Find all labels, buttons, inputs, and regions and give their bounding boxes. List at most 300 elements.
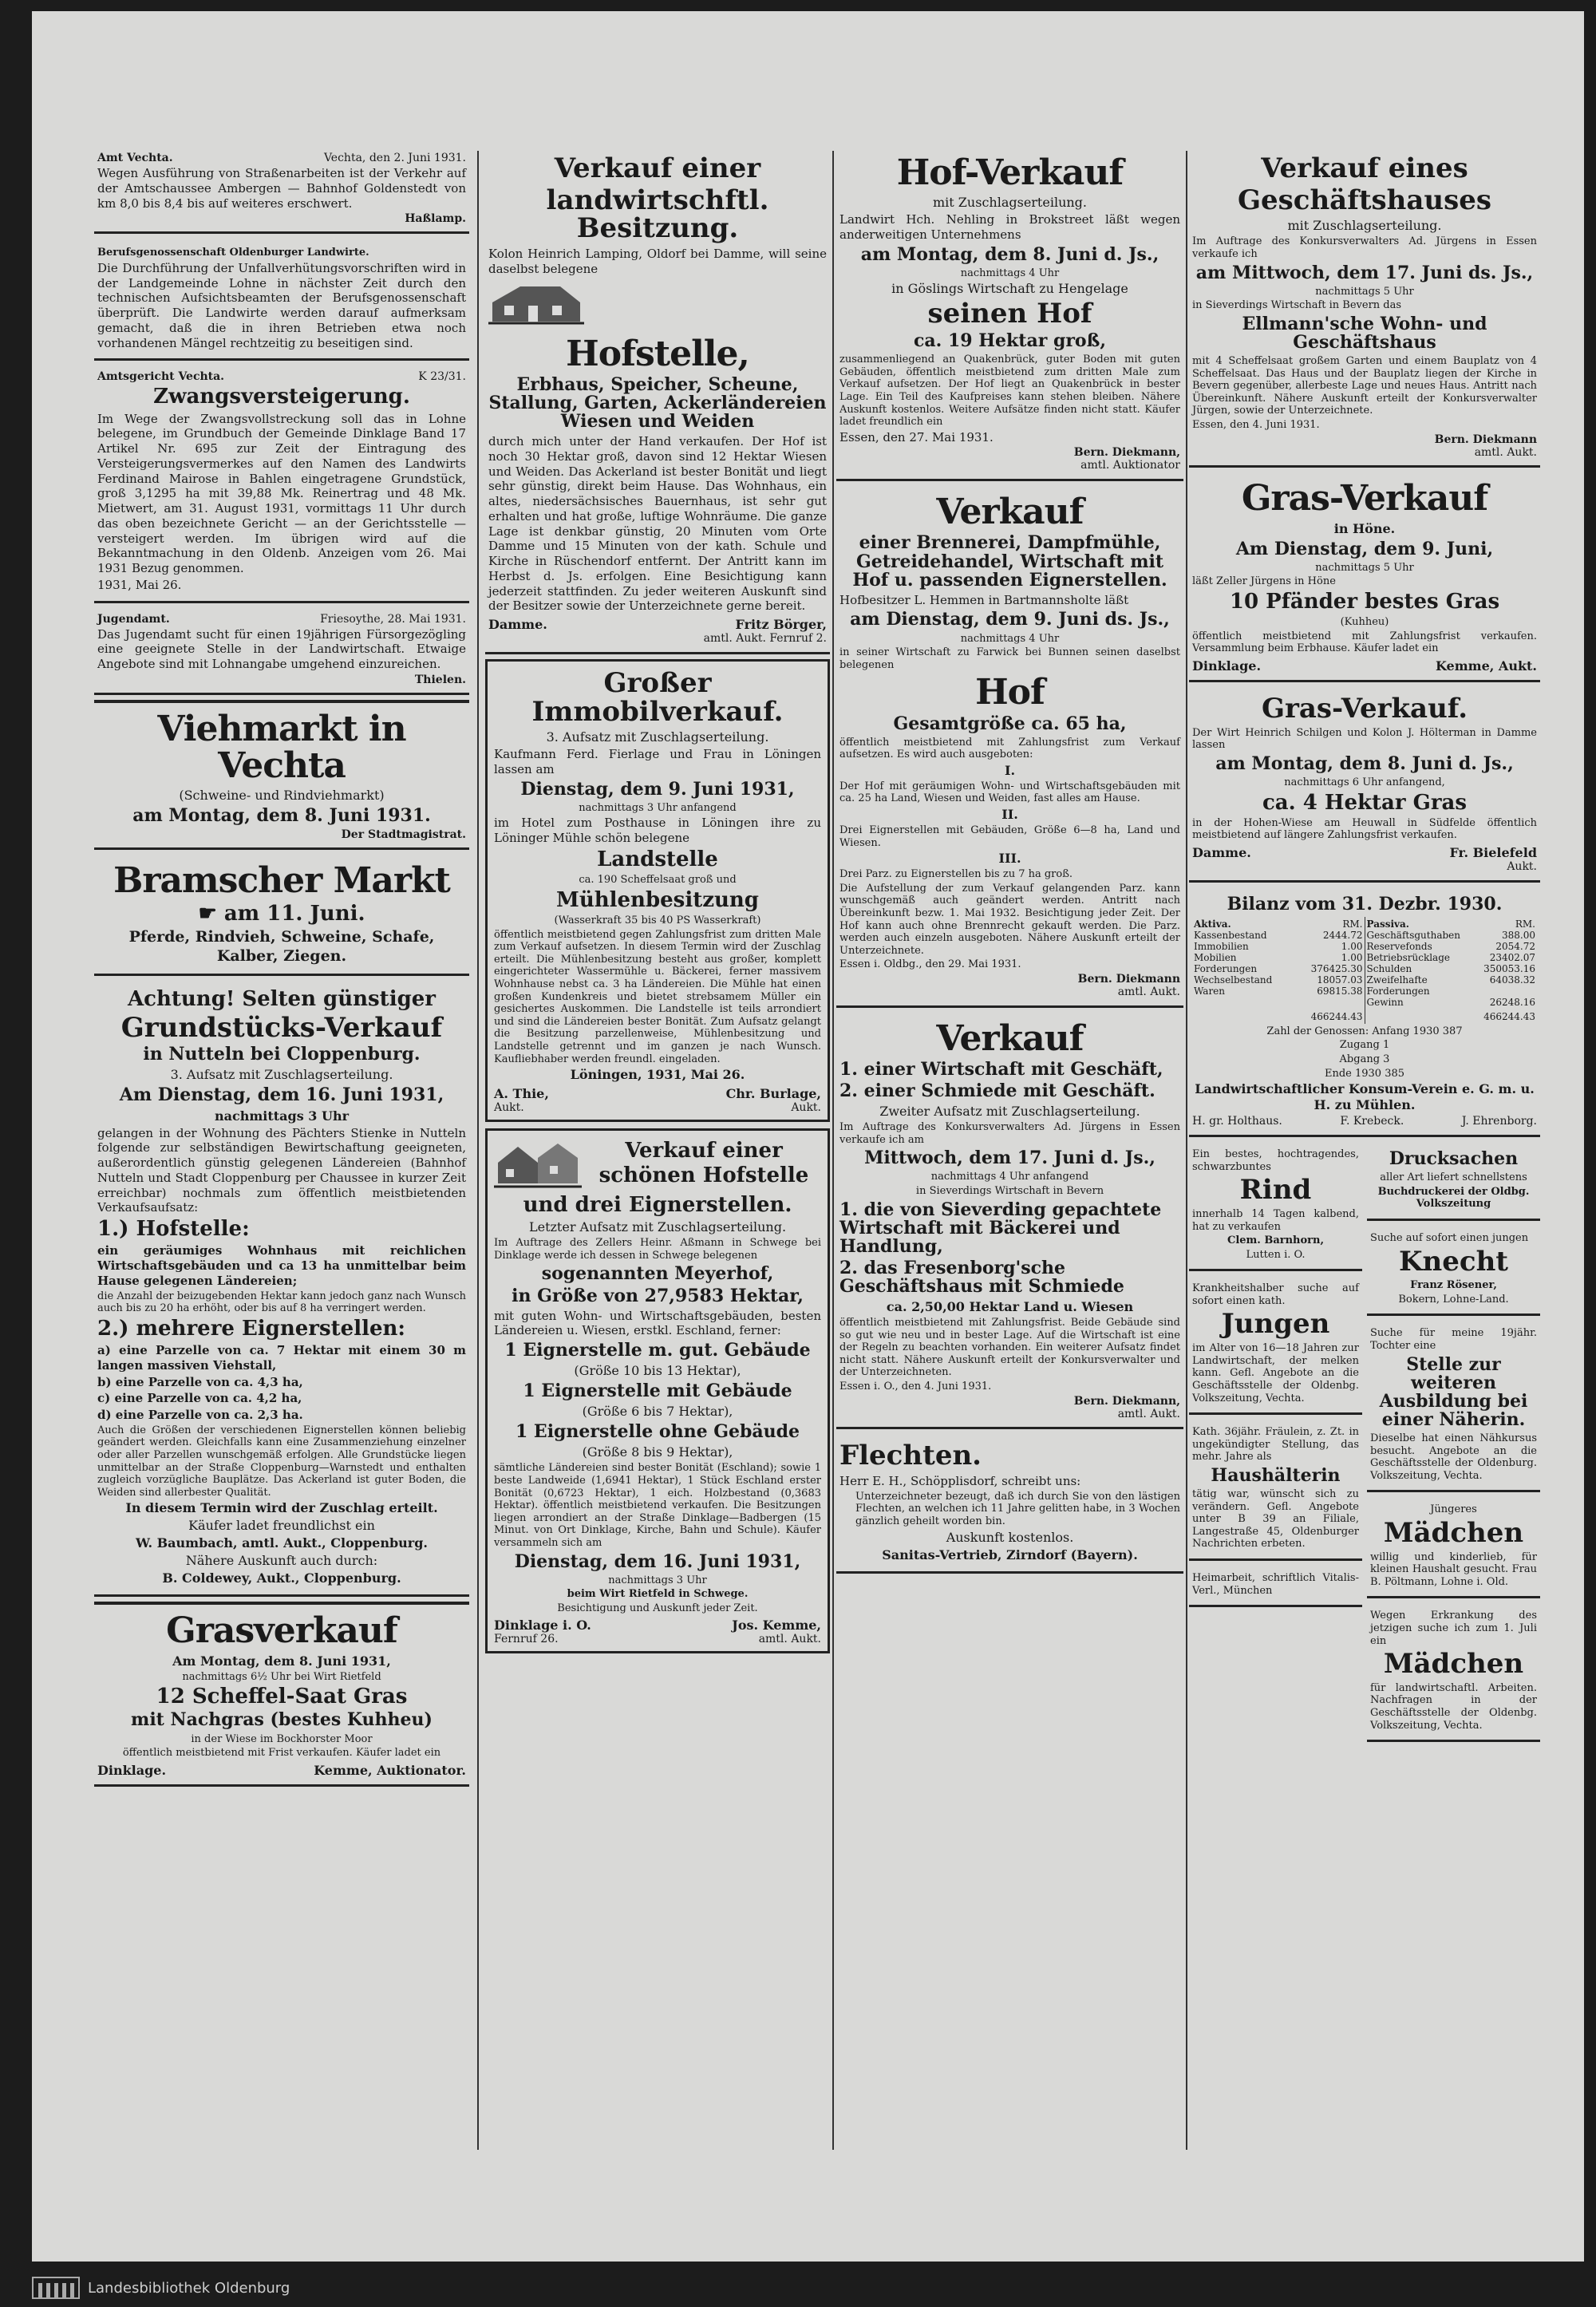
ad-date: Essen, den 4. Juni 1931. bbox=[1192, 419, 1320, 431]
ad-time: nachmittags 3 Uhr bbox=[608, 1574, 707, 1586]
bilanz-label: Waren bbox=[1194, 985, 1226, 997]
ad-item-text: b) eine Parzelle von ca. 4,3 ha, bbox=[97, 1374, 303, 1389]
ad-signature: W. Baumbach, amtl. Aukt., Cloppenburg. bbox=[136, 1535, 428, 1551]
notice-date: Vechta, den 2. Juni 1931. bbox=[323, 152, 466, 164]
ad-text: aller Art liefert schnellstens bbox=[1380, 1171, 1527, 1184]
ad-place: Damme. bbox=[488, 617, 547, 633]
ad-title: Geschäftshauses bbox=[1237, 184, 1492, 216]
ad-date: am 11. Juni. bbox=[223, 901, 365, 926]
bilanz-heading: Passiva. bbox=[1366, 918, 1409, 930]
bilanz-members: Abgang 3 bbox=[1339, 1053, 1390, 1066]
ad-headline: mit Nachgras (bestes Kuhheu) bbox=[131, 1709, 433, 1731]
ad-headline: Hof bbox=[975, 672, 1045, 713]
newspaper-page bbox=[32, 11, 1584, 2262]
ad-headline: Gesamtgröße ca. 65 ha, bbox=[893, 713, 1127, 734]
ad-text: Im Auftrage des Konkursverwalters Ad. Jürgens in Essen verkaufe ich bbox=[1192, 235, 1537, 260]
ad-date: am Montag, dem 8. Juni d. Js., bbox=[1215, 753, 1514, 774]
bilanz-members: Zugang 1 bbox=[1339, 1039, 1390, 1052]
ad-subtitle: mit Zuschlagserteilung. bbox=[1287, 218, 1442, 234]
ad-headline: seinen Hof bbox=[927, 298, 1092, 330]
ad-signature: Jos. Kemme, bbox=[732, 1618, 821, 1633]
ad-date: Am Dienstag, dem 9. Juni, bbox=[1235, 538, 1494, 559]
ad-signature-note: Aukt. bbox=[791, 1101, 821, 1115]
bilanz-label: Immobilien bbox=[1194, 940, 1249, 952]
ad-text: Auskunft kostenlos. bbox=[946, 1529, 1074, 1545]
bilanz-value: 1.00 bbox=[1341, 940, 1363, 952]
ad-place: Dinklage i. O. bbox=[494, 1618, 591, 1633]
ad-signature: Buchdruckerei der Oldbg. Volkszeitung bbox=[1377, 1185, 1530, 1211]
notice-text: Im Wege der Zwangsvollstreckung soll das in Lohne belegene, im Grundbuch der Gemeinde Dinklage Band 17 Artikel Nr. 695 zur Zeit der Eintragung des Versteigerungsvermerkes auf den Namen des Landwirts Ferdinand Mairose in Bahlen eingetragene Grundstück, groß 3,1295 ha mit 39,88 Mk. Reinertrag und 48 Mk. Mietwert, am 31. August 1931, vormittags 11 Uhr durch das oben bezeichnete Gericht — an der Gerichtsstelle — versteigert werden. Im übrigen wird auf die Bekanntmachung in den Oldenb. Anzeigen vom 26. Mai 1931 Bezug genommen. bbox=[97, 411, 466, 576]
ad-item-text: Der Hof mit geräumigen Wohn- und Wirtschaftsgebäuden mit ca. 25 ha Land, Wiesen und Weiden, fast alles am Hause. bbox=[839, 780, 1180, 805]
ad-item-text: a) eine Parzelle von ca. 7 Hektar mit einem 30 m langen massiven Viehstall, bbox=[97, 1343, 466, 1373]
ad-signature-note: Aukt. bbox=[1507, 859, 1537, 873]
bilanz-row bbox=[1194, 974, 1363, 986]
ad-text: Die Aufstellung der zum Verkauf gelangenden Parz. kann wunschgemäß auch geändert werden. Antritt nach Übereinkunft bezw. 1. Mai 1932. Besichtigung jeder Zeit. Der Hof kann auch ohne Brennrecht gekauft werden. Die Parz. werden auch einzeln ausgeboten. Nähere Auskunft erteilt der Unterzeichnete. bbox=[839, 882, 1180, 957]
ad-text: Dieselbe hat einen Nähkursus besucht. Angebote an die Geschäftsstelle der Oldenburg. Volkszeitung, Vechta. bbox=[1370, 1432, 1537, 1482]
ad-gras-verkauf-hoene bbox=[1189, 472, 1540, 682]
bilanz-members: Zahl der Genossen: Anfang 1930 387 bbox=[1266, 1025, 1463, 1037]
ad-item-text: Drei Eignerstellen mit Gebäuden, Größe 6—8 ha, Land und Wiesen. bbox=[839, 824, 1180, 849]
bilanz-signature: J. Ehrenborg. bbox=[1461, 1115, 1537, 1128]
bilanz-row bbox=[1194, 963, 1363, 974]
bilanz-row bbox=[1367, 997, 1536, 1008]
ad-text: zusammenliegend an Quakenbrück, guter Boden mit guten Gebäuden, öffentlich meistbietend zum dritten Male zum Verkauf aufsetzen. Der Hof liegt an Quakenbrück in bester Lage. Ein Teil des Kaufpreises kann stehen bleiben. Nähere Auskunft kostenlos. Weitere Aufsätze finden nicht statt. Käufer ladet freundlich ein bbox=[839, 354, 1180, 429]
bilanz-title: Bilanz vom 31. Dezbr. 1930. bbox=[1227, 893, 1503, 915]
notice-date: 1931, Mai 26. bbox=[97, 577, 182, 592]
bilanz-value: 376425.30 bbox=[1310, 962, 1363, 974]
ad-headline: Haushälterin bbox=[1211, 1464, 1341, 1486]
ad-text: (Wasserkraft 35 bis 40 PS Wasserkraft) bbox=[554, 915, 761, 927]
ad-grundstuecks-verkauf bbox=[94, 981, 469, 1597]
ad-date: am Mittwoch, dem 17. Juni ds. Js., bbox=[1195, 262, 1534, 283]
ad-signature-note: amtl. Auktionator bbox=[1080, 459, 1180, 472]
ad-headline: Mädchen bbox=[1383, 1516, 1524, 1549]
ad-place: beim Wirt Rietfeld in Schwege. bbox=[567, 1588, 749, 1601]
notice-signature: Thielen. bbox=[414, 673, 466, 686]
ad-date: Essen i. O., den 4. Juni 1931. bbox=[839, 1381, 992, 1393]
ad-time: nachmittags 6½ Uhr bei Wirt Rietfeld bbox=[182, 1670, 381, 1683]
ad-title: Verkauf einer bbox=[625, 1138, 783, 1163]
ad-item-text: ein geräumiges Wohnhaus mit reichlichen Wirtschaftsgebäuden und ca 13 ha unmittelbar beim Hause gelegenen Ländereien; bbox=[97, 1243, 466, 1288]
ad-maedchen-1 bbox=[1367, 1497, 1540, 1598]
ad-headline: Knecht bbox=[1398, 1245, 1509, 1278]
ad-hof-verkauf bbox=[836, 147, 1183, 481]
bilanz-value: 23402.07 bbox=[1489, 951, 1535, 963]
ad-knecht bbox=[1367, 1226, 1540, 1316]
ad-item: 1. einer Wirtschaft mit Geschäft, bbox=[839, 1058, 1163, 1080]
ad-item: 2. das Fresenborg'sche Geschäftshaus mit Schmiede bbox=[839, 1257, 1124, 1297]
ad-place: in Sieverdings Wirtschaft in Bevern das bbox=[1192, 299, 1402, 312]
ad-title: Gras-Verkauf. bbox=[1261, 692, 1468, 725]
ad-signature-note: amtl. Aukt. bbox=[758, 1633, 821, 1646]
ad-item: 1. die von Sieverding gepachtete Wirtschaft mit Bäckerei und Handlung, bbox=[839, 1199, 1162, 1257]
ad-place: in der Wiese im Bockhorster Moor bbox=[191, 1732, 373, 1745]
ad-title: Achtung! Selten günstiger bbox=[127, 987, 436, 1012]
ad-item: 2. einer Schmiede mit Geschäft. bbox=[839, 1080, 1156, 1102]
notice-head: Berufsgenossenschaft Oldenburger Landwirte. bbox=[97, 247, 369, 259]
ad-text: gelangen in der Wohnung des Pächters Stienke in Nutteln folgende zur selbständigen Bewirtschaftung geeigneten, außerordentlich günstig gelegenen Ländereien (Bahnhof Nutteln und Stadt Cloppenburg per Chaussee in kurzer Zeit erreichbar) nochmals zum öffentlich meistbietenden Verkaufsaufsatz: bbox=[97, 1125, 466, 1215]
notice-zwangsversteigerung bbox=[94, 365, 469, 602]
ad-text: In diesem Termin wird der Zuschlag erteilt. bbox=[125, 1500, 438, 1516]
bilanz-organisation: Landwirtschaftlicher Konsum-Verein e. G. m. u. H. zu Mühlen. bbox=[1195, 1081, 1535, 1113]
ad-text: Auch die Größen der verschiedenen Eignerstellen können beliebig geändert werden. Gleichfalls kann eine Zusammenziehung einzelner oder aller Parzellen wunschgemäß erfolgen. Alle Grundstücke liegen unmittelbar an der Straße Cloppenburg—Warnstedt und enthalten zugleich vorzügliche Bauplätze. Das Ackerland ist guter Boden, die Weiden sind allerbester Qualität. bbox=[97, 1424, 466, 1499]
ad-subtitle: Letzter Aufsatz mit Zuschlagserteilung. bbox=[528, 1219, 787, 1235]
bilanz-value: 69815.38 bbox=[1317, 985, 1363, 997]
ad-signature-note: amtl. Aukt. Fernruf 2. bbox=[703, 632, 827, 646]
bilanz-value: 26248.16 bbox=[1489, 996, 1535, 1008]
notice-text: Das Jugendamt sucht für einen 19jährigen Fürsorgezögling eine geeignete Stelle in der Landwirtschaft. Etwaige Angebote sind mit Lohnangabe umgehend einzureichen. bbox=[97, 626, 466, 672]
bilanz-heading: Aktiva. bbox=[1194, 918, 1231, 930]
ad-items: einer Brennerei, Dampfmühle, Getreidehandel, Wirtschaft mit Hof u. passenden Eignerstellen. bbox=[852, 532, 1167, 591]
ad-text: öffentlich meistbietend mit Zahlungsfrist. Beide Gebäude sind so gut wie neu und in bester Lage. Auf die Wirtschaft ist eine der Regeln zu beachten vorhanden. Ein weiterer Aufsatz findet nicht statt. Nähere Auskunft erteilt der Konkursverwalter und der Unterzeichneten. bbox=[839, 1317, 1180, 1379]
bilanz-sum: 466244.43 bbox=[1310, 1010, 1363, 1022]
ad-subtitle: (Kuhheu) bbox=[1340, 616, 1389, 629]
ad-place: Lutten i. O. bbox=[1246, 1248, 1306, 1261]
ad-headline: Hofstelle, bbox=[566, 333, 749, 374]
ad-roman-numeral: III. bbox=[998, 851, 1021, 867]
library-name: Landesbibliothek Oldenburg bbox=[88, 2279, 290, 2297]
ad-date: Essen i. Oldbg., den 29. Mai 1931. bbox=[839, 958, 1021, 971]
ad-text: im Alter von 16—18 Jahren zur Landwirtschaft, der melken kann. Gefl. Angebote an die Geschäftsstelle der Oldenbg. Volkszeitung, Vechta. bbox=[1192, 1342, 1359, 1404]
ad-text: öffentlich meistbietend gegen Zahlungsfrist zum dritten Male zum Verkauf aufsetzen. In diesem Termin wird der Zuschlag erteilt. Die Mühlenbesitzung besteht aus großer, komplett eingerichteter Wassermühle u. Bäckerei, ferner massivem Wohnhause nebst ca. 3 ha Ländereien. Die Mühle hat einen großen Kundenkreis und bietet strebsamem Müller ein gesichertes Auskommen. Die Landstelle ist teils arrondiert und sind die Ländereien bester Bonität. Zum Aufsatz gelangt die Besitzung parzellenweise, Mühlenbesitzung und Landstelle getrennt und im ganzen je nach Wunsch. Kaufliebhaber werden freundl. eingeladen. bbox=[494, 928, 821, 1065]
bilanz-signature: H. gr. Holthaus. bbox=[1192, 1115, 1282, 1128]
ad-roman-numeral: I. bbox=[1004, 762, 1016, 778]
ad-signature: Bern. Diekmann bbox=[1434, 433, 1537, 446]
ad-text: Nähere Auskunft auch durch: bbox=[185, 1553, 378, 1569]
ad-title: schönen Hofstelle bbox=[598, 1163, 809, 1187]
ad-time: nachmittags 4 Uhr bbox=[960, 632, 1060, 645]
ad-text: in seiner Wirtschaft zu Farwick bei Bunnen seinen daselbst belegenen bbox=[839, 646, 1180, 671]
ad-place: in Sieverdings Wirtschaft in Bevern bbox=[915, 1185, 1104, 1197]
ad-signature: Kemme, Aukt. bbox=[1435, 658, 1537, 674]
notice-berufsgenossenschaft bbox=[94, 239, 469, 361]
ad-verkauf-geschaeftshaus bbox=[1189, 147, 1540, 468]
ad-title: Drucksachen bbox=[1389, 1148, 1519, 1170]
ad-hofstelle-eignerstellen bbox=[485, 1128, 830, 1653]
notice-text: Wegen Ausführung von Straßenarbeiten ist der Verkehr auf der Amtschaussee Ambergen — Bahnhof Goldenstedt von km 8,0 bis 8,4 bis auf weiteres erschwert. bbox=[97, 166, 466, 211]
ad-time: nachmittags 6 Uhr anfangend, bbox=[1284, 776, 1445, 788]
ad-text: Wegen Erkrankung des jetzigen suche ich zum 1. Juli ein bbox=[1370, 1610, 1537, 1647]
ad-item: 1.) Hofstelle: bbox=[97, 1217, 250, 1242]
ad-place: Dinklage. bbox=[97, 1762, 167, 1778]
ad-title: Gras-Verkauf bbox=[1241, 478, 1488, 519]
ad-text: Suche für meine 19jähr. Tochter eine bbox=[1370, 1327, 1537, 1352]
ad-signature: Fritz Börger, bbox=[735, 617, 827, 633]
notice-title: Zwangsversteigerung. bbox=[153, 385, 410, 409]
bilanz-row bbox=[1367, 952, 1536, 963]
ad-text: Käufer ladet freundlichst ein bbox=[188, 1518, 375, 1534]
ad-text: durch mich unter der Hand verkaufen. Der Hof ist noch 30 Hektar groß, davon sind 12 Hektar Wiesen und Weiden. Das Ackerland ist bester Bonität und liegt sehr günstig, direkt beim Hause. Das Wohnhaus, ein altes, niedersächsisches Bauernhaus, ist sehr gut erhalten und hat große, luftige Wohnräume. Die ganze Lage ist denkbar günstig, 20 Minuten vom Orte Damme und 15 Minuten von der kath. Schule und Kirche in Rüschendorf entfernt. Der Antritt kann im Herbst d. Js. erfolgen. Eine Besichtigung kann jederzeit stattfinden. Zu jeder weiteren Auskunft sind der Besitzer sowie der Unterzeichnete gerne bereit. bbox=[488, 434, 827, 614]
ad-text: mit guten Wohn- und Wirtschaftsgebäuden, besten Ländereien u. Wiesen, erstkl. Eschland, ferner: bbox=[494, 1308, 821, 1338]
bilanz-value: 2054.72 bbox=[1495, 940, 1535, 952]
ad-date: am Dienstag, dem 9. Juni ds. Js., bbox=[850, 609, 1170, 630]
ad-date: Löningen, 1931, Mai 26. bbox=[570, 1067, 745, 1083]
ad-place: in Nutteln bei Cloppenburg. bbox=[143, 1044, 421, 1065]
small-ads-grid bbox=[1189, 1142, 1540, 1747]
ad-gras-verkauf-damme bbox=[1189, 687, 1540, 883]
ad-headline: ca. 4 Hektar Gras bbox=[1262, 790, 1468, 815]
ad-signature-note: amtl. Aukt. bbox=[1117, 985, 1180, 998]
ad-place: Damme. bbox=[1192, 844, 1251, 860]
ad-signature-note: amtl. Aukt. bbox=[1474, 445, 1537, 459]
ad-heimarbeit bbox=[1189, 1566, 1362, 1607]
ad-time: nachmittags 3 Uhr bbox=[214, 1108, 349, 1124]
bilanz-value: 2444.72 bbox=[1322, 929, 1363, 941]
ad-title: Flechten. bbox=[839, 1440, 982, 1472]
ad-text: öffentlich meistbietend mit Zahlungsfrist zum Verkauf aufsetzen. Es wird auch ausgeboten: bbox=[839, 736, 1180, 761]
bilanz-table bbox=[1192, 917, 1537, 1009]
bilanz-label: Betriebsrücklage bbox=[1366, 951, 1450, 963]
library-building-icon bbox=[32, 2277, 80, 2299]
ad-date: Am Montag, dem 8. Juni 1931, bbox=[172, 1653, 391, 1669]
ad-date: Essen, den 27. Mai 1931. bbox=[839, 429, 994, 444]
ad-date: Dienstag, dem 16. Juni 1931, bbox=[514, 1551, 801, 1572]
ad-flechten bbox=[836, 1434, 1183, 1573]
bilanz-row bbox=[1194, 952, 1363, 963]
ad-items: Erbhaus, Speicher, Scheune, Stallung, Garten, Ackerländereien Wiesen und Weiden bbox=[488, 373, 827, 432]
ad-headline: Landstelle bbox=[597, 847, 718, 871]
ad-text: innerhalb 14 Tagen kalbend, hat zu verkaufen bbox=[1192, 1207, 1359, 1233]
ad-text: Kaufmann Ferd. Fierlage und Frau in Löningen lassen am bbox=[494, 747, 821, 776]
ad-text: Im Auftrage des Konkursverwalters Ad. Jürgens in Essen verkaufe ich am bbox=[839, 1121, 1180, 1146]
ad-text: Heimarbeit, schriftlich Vitalis-Verl., München bbox=[1192, 1571, 1359, 1597]
ad-time: nachmittags 5 Uhr bbox=[1315, 561, 1414, 574]
ad-subtitle: (Schweine- und Rindviehmarkt) bbox=[179, 788, 385, 804]
ad-text: willig und kinderlieb, für kleinen Haushalt gesucht. Frau B. Pöltmann, Lohne i. Old. bbox=[1370, 1551, 1537, 1588]
ad-text: Landwirt Hch. Nehling in Brokstreet läßt wegen anderweitigen Unternehmens bbox=[839, 212, 1180, 242]
ad-time: nachmittags 3 Uhr anfangend bbox=[579, 801, 737, 814]
ad-text: Der Wirt Heinrich Schilgen und Kolon J. Hölterman in Damme lassen bbox=[1192, 726, 1537, 752]
ad-title: Verkauf bbox=[936, 1017, 1084, 1059]
ad-text: Hofbesitzer L. Hemmen in Bartmannsholte läßt bbox=[839, 592, 1129, 607]
ad-headline: Rind bbox=[1239, 1174, 1312, 1207]
ad-time: nachmittags 4 Uhr anfangend bbox=[930, 1171, 1089, 1183]
bilanz-value: 18057.03 bbox=[1317, 974, 1363, 986]
village-illustration bbox=[494, 1136, 582, 1191]
column-3 bbox=[836, 147, 1183, 2150]
library-watermark bbox=[32, 2277, 290, 2299]
ad-headline: 10 Pfänder bestes Gras bbox=[1229, 589, 1500, 614]
bilanz-label: Schulden bbox=[1366, 962, 1412, 974]
ad-verkauf-besitzung bbox=[485, 147, 830, 654]
ad-subtitle: in Höne. bbox=[1333, 520, 1396, 536]
bilanz-value: 350053.16 bbox=[1483, 962, 1535, 974]
column-rule bbox=[832, 151, 834, 2150]
column-1 bbox=[94, 147, 469, 2150]
bilanz-row bbox=[1367, 941, 1536, 952]
bilanz bbox=[1189, 887, 1540, 1137]
column-4 bbox=[1189, 147, 1540, 2150]
ad-date: am Montag, dem 8. Juni d. Js., bbox=[860, 243, 1159, 265]
ad-place: in Göslings Wirtschaft zu Hengelage bbox=[891, 281, 1128, 297]
bilanz-unit: RM. bbox=[1515, 918, 1535, 930]
ad-signature: Sanitas-Vertrieb, Zirndorf (Bayern). bbox=[882, 1547, 1138, 1562]
ad-verkauf-wirtschaft bbox=[836, 1013, 1183, 1430]
bilanz-row bbox=[1194, 986, 1363, 997]
ad-signature: B. Coldewey, Aukt., Cloppenburg. bbox=[162, 1570, 401, 1586]
bilanz-label: Reservefonds bbox=[1366, 940, 1432, 952]
ad-text: Besichtigung und Auskunft jeder Zeit. bbox=[557, 1602, 758, 1614]
notice-text: Die Durchführung der Unfallverhütungsvorschriften wird in der Landgemeinde Lohne in nächster Zeit durch den technischen Aufsichtsbeamten der Berufsgenossenschaft überprüft. Die Landwirte werden darauf aufmerksam gemacht, daß die in ihren Betrieben etwa noch vorhandenen Mängel rechtzeitig zu beseitigen sind. bbox=[97, 260, 466, 350]
bilanz-label: Kassenbestand bbox=[1194, 929, 1267, 941]
ad-title: Bramscher Markt bbox=[113, 860, 450, 902]
ad-subtitle: mit Zuschlagserteilung. bbox=[933, 195, 1087, 211]
bilanz-value: 388.00 bbox=[1502, 929, 1535, 941]
ad-text: öffentlich meistbietend mit Zahlungsfrist verkaufen. Versammlung beim Erbhause. Käufer ladet ein bbox=[1192, 630, 1537, 655]
ad-headline: Mädchen bbox=[1383, 1648, 1524, 1681]
ad-title: Verkauf einer bbox=[554, 152, 761, 184]
ad-text: mit 4 Scheffelsaat großem Garten und einem Bauplatz von 4 Scheffelsaat. Das Haus und der Bauplatz liegen der Kirche in Bevern gegenüber, allerbeste Lage und neues Haus. Antritt nach Übereinkunft. Nähere Auskunft erteilt der Konkursverwalter Jürgen, sowie der Unterzeichnete. bbox=[1192, 355, 1537, 417]
bilanz-row bbox=[1367, 974, 1536, 997]
bilanz-row bbox=[1194, 941, 1363, 952]
ad-signature: Chr. Burlage, bbox=[725, 1086, 821, 1102]
bilanz-row bbox=[1194, 930, 1363, 941]
ad-text: läßt Zeller Jürgens in Höne bbox=[1192, 575, 1336, 588]
ad-grasverkauf bbox=[94, 1602, 469, 1786]
ad-signature: Bern. Diekmann, bbox=[1073, 446, 1180, 460]
ad-text: tätig war, wünscht sich zu verändern. Gefl. Angebote unter B 39 an Filiale, Langestraße 45, Oldenburger Nachrichten erbeten. bbox=[1192, 1488, 1359, 1551]
ad-item-text: d) eine Parzelle von ca. 2,3 ha. bbox=[97, 1408, 303, 1423]
ad-rind bbox=[1189, 1142, 1362, 1271]
ad-quote: Unterzeichneter bezeugt, daß ich durch Sie von den lästigen Flechten, an welchen ich 11 Jahre gelitten habe, in 3 Wochen gänzlich geheilt worden bin. bbox=[855, 1490, 1180, 1528]
ad-roman-numeral: II. bbox=[1001, 807, 1018, 823]
ad-signature: Der Stadtmagistrat. bbox=[341, 828, 466, 842]
ad-item-text: Drei Parz. zu Eignerstellen bis zu 7 ha groß. bbox=[839, 868, 1073, 881]
column-2 bbox=[485, 147, 830, 2150]
ad-signature: A. Thie, bbox=[494, 1086, 549, 1102]
ad-maedchen-2 bbox=[1367, 1603, 1540, 1742]
bilanz-label: Wechselbestand bbox=[1194, 974, 1273, 986]
ad-signature: Franz Rösener, bbox=[1410, 1279, 1497, 1292]
notice-head: Jugendamt. bbox=[97, 612, 170, 626]
ad-headline: 12 Scheffel-Saat Gras bbox=[156, 1685, 408, 1709]
ad-text: Kath. 36jähr. Fräulein, z. Zt. in ungekündigter Stellung, das mehr. Jahre als bbox=[1192, 1426, 1359, 1464]
ad-title: Hof-Verkauf bbox=[896, 152, 1124, 193]
notice-head: Amt Vechta. bbox=[97, 152, 173, 164]
ad-title: Grundstücks-Verkauf bbox=[120, 1011, 443, 1044]
ad-headline: sogenannten Meyerhof, bbox=[541, 1263, 774, 1285]
ad-time: nachmittags 5 Uhr bbox=[1315, 285, 1414, 298]
bilanz-label: Geschäftsguthaben bbox=[1366, 929, 1460, 941]
ad-title: Großer Immobilverkauf. bbox=[531, 666, 784, 728]
ad-signature: Bern. Diekmann, bbox=[1073, 1394, 1180, 1408]
ad-item-size: (Größe 6 bis 7 Hektar), bbox=[582, 1404, 733, 1420]
ad-subtitle: Zweiter Aufsatz mit Zuschlagserteilung. bbox=[879, 1104, 1140, 1120]
ad-item: 1 Eignerstelle mit Gebäude bbox=[523, 1381, 792, 1402]
ad-title: landwirtschftl. Besitzung. bbox=[546, 184, 769, 245]
bilanz-signature: F. Krebeck. bbox=[1340, 1115, 1404, 1128]
ad-headline: in Größe von 27,9583 Hektar, bbox=[512, 1285, 804, 1306]
bilanz-row bbox=[1367, 963, 1536, 974]
ad-signature-note: Aukt. bbox=[494, 1101, 524, 1115]
ad-phone: Fernruf 26. bbox=[494, 1633, 559, 1646]
ad-date: Am Dienstag, dem 16. Juni 1931, bbox=[119, 1084, 444, 1106]
notice-date: Friesoythe, 28. Mai 1931. bbox=[320, 612, 466, 626]
notice-signature: Haßlamp. bbox=[405, 212, 466, 226]
ad-signature: Kemme, Auktionator. bbox=[314, 1762, 466, 1778]
ad-text: öffentlich meistbietend mit Frist verkaufen. Käufer ladet ein bbox=[122, 1747, 441, 1760]
bilanz-value: 1.00 bbox=[1341, 951, 1363, 963]
bilanz-row bbox=[1367, 930, 1536, 941]
bilanz-label: Mobilien bbox=[1194, 951, 1237, 963]
ad-date: Mittwoch, dem 17. Juni d. Js., bbox=[864, 1148, 1156, 1169]
pointing-hand-icon: ☛ bbox=[198, 901, 217, 926]
bilanz-value: 64038.32 bbox=[1489, 974, 1535, 986]
ad-naeherin bbox=[1367, 1321, 1540, 1492]
ad-signature: Clem. Barnhorn, bbox=[1227, 1234, 1325, 1247]
ad-item: 1 Eignerstelle ohne Gebäude bbox=[515, 1421, 800, 1443]
ad-text: Herr E. H., Schöpplisdorf, schreibt uns: bbox=[839, 1474, 1081, 1489]
ad-time: nachmittags 4 Uhr bbox=[960, 267, 1060, 279]
bilanz-aktiva bbox=[1192, 917, 1365, 1009]
ad-text: für landwirtschaftl. Arbeiten. Nachfragen in der Geschäftsstelle der Oldenbg. Volkszeitung, Vechta. bbox=[1370, 1681, 1537, 1732]
ad-text: sämtliche Ländereien sind bester Bonität (Eschland); sowie 1 beste Landweide (1,6941 Hektar), 1 Stück Eschland erster Bonität (0,6723 Hektar), 1 eich. Holzbestand (0,3683 Hektar). öffentlich meistbietend verkaufen. Die Besitzungen liegen arrondiert an der Straße Dinklage—Badbergen (15 Minut. von Ort Dinklage, Kirche, Bahn und Schule). Käufer versammeln sich am bbox=[494, 1462, 821, 1550]
ad-text: Pferde, Rindvieh, Schweine, Schafe, Kalber, Ziegen. bbox=[128, 927, 435, 965]
notice-jugendamt bbox=[94, 608, 469, 695]
ad-signature-note: amtl. Aukt. bbox=[1117, 1407, 1180, 1420]
ad-item-size: (Größe 8 bis 9 Hektar), bbox=[582, 1444, 733, 1460]
ad-date: am Montag, dem 8. Juni 1931. bbox=[132, 805, 431, 827]
notice-ref: K 23/31. bbox=[418, 370, 466, 384]
ad-item-text: c) eine Parzelle von ca. 4,2 ha, bbox=[97, 1391, 302, 1406]
ad-text: Ein bestes, hochtragendes, schwarzbuntes bbox=[1192, 1148, 1359, 1173]
ad-immobilverkauf bbox=[485, 659, 830, 1122]
bilanz-unit: RM. bbox=[1342, 918, 1363, 930]
ad-haushaelterin bbox=[1189, 1420, 1362, 1561]
ad-date: Dienstag, dem 9. Juni 1931, bbox=[520, 778, 795, 800]
notice-amt-vechta bbox=[94, 147, 469, 234]
ad-viehmarkt bbox=[94, 700, 469, 850]
ad-item: 1 Eignerstelle m. gut. Gebäude bbox=[504, 1340, 811, 1361]
bilanz-label: Forderungen bbox=[1194, 962, 1258, 974]
ad-title: Verkauf eines bbox=[1261, 152, 1468, 184]
column-rule bbox=[477, 151, 479, 2150]
ad-text: ca. 190 Scheffelsaat groß und bbox=[579, 874, 737, 887]
ad-verkauf-brennerei bbox=[836, 486, 1183, 1007]
ad-place: Bokern, Lohne-Land. bbox=[1398, 1293, 1509, 1306]
ad-text: Im Auftrage des Zellers Heinr. Aßmann in Schwege bei Dinklage werde ich dessen in Schwege belegenen bbox=[494, 1237, 821, 1262]
ad-headline: ca. 19 Hektar groß, bbox=[914, 330, 1106, 352]
ad-title: Viehmarkt in Vechta bbox=[157, 708, 406, 787]
ad-drucksachen bbox=[1367, 1142, 1540, 1221]
ad-subtitle: 3. Aufsatz mit Zuschlagserteilung. bbox=[170, 1067, 393, 1083]
ad-item-size: ca. 2,50,00 Hektar Land u. Wiesen bbox=[886, 1299, 1134, 1315]
ad-title: und drei Eignerstellen. bbox=[523, 1193, 792, 1217]
bilanz-label: Gewinn bbox=[1366, 996, 1404, 1008]
ad-jungen bbox=[1189, 1276, 1362, 1415]
ad-place: Dinklage. bbox=[1192, 658, 1262, 674]
ad-item-note: die Anzahl der beizugebenden Hektar kann jedoch ganz nach Wunsch auch bis zu 20 ha erhöht, oder bis auf 8 ha verringert werden. bbox=[97, 1290, 466, 1315]
ad-headline: Jungen bbox=[1221, 1308, 1330, 1341]
ad-item-size: (Größe 10 bis 13 Hektar), bbox=[574, 1363, 741, 1379]
ad-text: in der Hohen-Wiese am Heuwall in Südfelde öffentlich meistbietend auf längere Zahlungsfrist verkaufen. bbox=[1192, 816, 1537, 842]
farmhouse-illustration bbox=[488, 282, 584, 326]
ad-text: Suche auf sofort einen jungen bbox=[1370, 1231, 1529, 1244]
notice-head: Amtsgericht Vechta. bbox=[97, 370, 225, 384]
ad-text: im Hotel zum Posthause in Löningen ihre zu Löninger Mühle schön belegene bbox=[494, 816, 821, 846]
ad-signature: Fr. Bielefeld bbox=[1449, 844, 1537, 860]
ad-text: Jüngeres bbox=[1430, 1503, 1477, 1516]
ad-title: Verkauf bbox=[936, 492, 1084, 533]
ad-item: 2.) mehrere Eignerstellen: bbox=[97, 1316, 405, 1341]
bilanz-sum: 466244.43 bbox=[1365, 1009, 1538, 1024]
ad-headline: Mühlenbesitzung bbox=[556, 887, 759, 912]
bilanz-label: Zweifelhafte Forderungen bbox=[1366, 974, 1430, 997]
bilanz-passiva bbox=[1365, 917, 1538, 1009]
ad-title: Grasverkauf bbox=[166, 1610, 397, 1652]
ad-bramscher-markt bbox=[94, 855, 469, 976]
ad-headline: Stelle zur weiteren Ausbildung bei einer Näherin. bbox=[1379, 1353, 1528, 1430]
